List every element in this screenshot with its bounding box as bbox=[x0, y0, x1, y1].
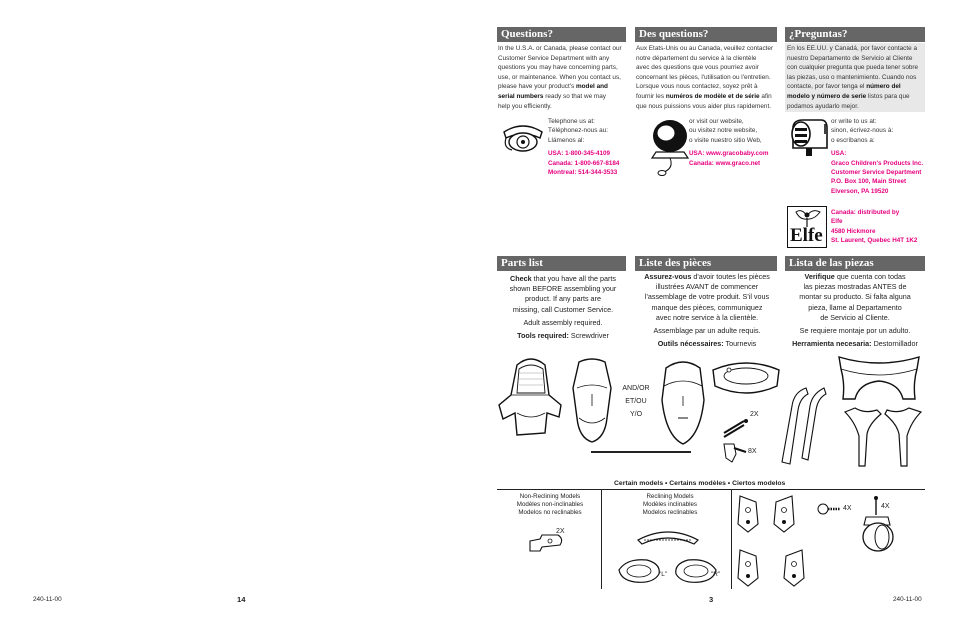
qty-2x-top: 2X bbox=[750, 411, 759, 418]
mailbox-icon bbox=[787, 118, 829, 156]
elfe-logo bbox=[787, 206, 827, 248]
and-or-label: AND/OR ET/OU Y/O bbox=[622, 385, 650, 418]
non-reclining-label: Non-Reclining Models Modèles non-inclinables Modelos no reclinables bbox=[516, 493, 584, 517]
computer-icon bbox=[650, 118, 690, 176]
certain-models-rule bbox=[497, 489, 925, 490]
seat-pad-illustration bbox=[497, 355, 565, 445]
web-contact: or visit our website, ou visitez notre website, o visite nuestro sitio Web, USA: www.gracobaby.com Canada: www.graco.net bbox=[689, 117, 784, 168]
parts-text-fr: Assurez-vous d'avoir toutes les pièces illustrées AVANT de commencer l'assemblage de votre produit. S'il vous manque des pièces, communiquez avec notre service à la clientèle. Assemblage par un adulte requis. Outils nécessaires: Tournevis bbox=[644, 272, 770, 349]
qty-8x: 8X bbox=[748, 448, 757, 455]
questions-text-fr: Aux Etats-Unis ou au Canada, veuillez contacter notre département du service à la clientèle avec des questions que vous pourriez avoir concernant les pièces, l'utilisation ou l'entretien. Lorsque vous nous contactez, soyez prêt à fournir les numéros de modèle et de série afin que nous puissions vous aider plus rapidement. bbox=[636, 45, 774, 110]
divider-1 bbox=[601, 489, 602, 589]
questions-header-en: Questions? bbox=[497, 27, 626, 42]
tray-illustration bbox=[709, 360, 783, 400]
phone-usa[interactable]: USA: 1-800-345-4109 bbox=[548, 150, 610, 158]
recline-knob-left-illustration bbox=[617, 556, 663, 584]
qty-2x-nonrecl: 2X bbox=[556, 528, 565, 535]
recline-knob-right-illustration bbox=[672, 556, 721, 584]
hinge-plate-4-illustration bbox=[782, 548, 806, 588]
questions-text-es: En los EE.UU. y Canadá, por favor contacte a nuestro Departamento de Servicio al Cliente con cualquier pregunta que pueda tener sobre las piezas, uso o mantenimiento. Cuando nos contacte, por favor tenga el número del modelo y número de serie listos para que podamos ayudarlo mejor. bbox=[785, 43, 925, 112]
website-canada-link[interactable]: Canada: www.graco.net bbox=[689, 159, 761, 167]
parts-header-es: Lista de las piezas bbox=[785, 256, 925, 271]
parts-header-fr: Liste des pièces bbox=[635, 256, 777, 271]
hinge-plate-1-illustration bbox=[736, 494, 760, 534]
seat-shell-illustration bbox=[658, 356, 708, 446]
website-usa-link[interactable]: USA: www.gracobaby.com bbox=[689, 150, 769, 158]
mail-contact: or write to us at: sinon, écrivez-nous à: o escríbanos a: USA: Graco Children's Products Inc. Customer Service Department P.O. Box 100, Main Street Elverson, PA 19520 bbox=[831, 118, 924, 195]
questions-header-es: ¿Preguntas? bbox=[785, 27, 925, 42]
certain-models-label: Certain models • Certains modèles • Ciertos modelos bbox=[614, 480, 786, 487]
bracket-2x-illustration bbox=[528, 533, 568, 553]
caster-wheel-illustration bbox=[858, 495, 902, 555]
screw-8x-illustration bbox=[720, 440, 748, 464]
bolt-2x-illustration bbox=[722, 413, 750, 439]
questions-header-fr: Des questions? bbox=[635, 27, 777, 42]
hinge-plate-2-illustration bbox=[772, 494, 796, 534]
phone-contact: Telephone us at: Téléphonez-nous au: Llámenos al: USA: 1-800-345-4109 Canada: 1-800-667-8184 Montreal: 514-344-3533 bbox=[548, 117, 638, 177]
parts-text-en: Check that you have all the parts shown BEFORE assembling your product. If any parts are missing, call Customer Service. Adult assembly required. Tools required: Screwdriver bbox=[509, 274, 617, 341]
left-mark: "L" bbox=[659, 571, 668, 578]
questions-text-en: In the U.S.A. or Canada, please contact our Customer Service Department with any questions you may have concerning parts, use, or maintenance. When you contact us, please have your product's model and serial numbers ready so that we may help you efficiently. bbox=[498, 45, 622, 110]
canada-distributor: Canada: distributed by Elfe 4580 Hickmore St. Laurent, Quebec H4T 1K2 bbox=[831, 209, 918, 245]
recline-handle-illustration bbox=[634, 528, 702, 550]
screw-4x-illustration bbox=[818, 502, 842, 516]
doc-code-right: 240-11-00 bbox=[893, 596, 922, 603]
reclining-label: Reclining Models Modèles inclinables Modelos reclinables bbox=[642, 493, 698, 517]
doc-code-left: 240-11-00 bbox=[33, 596, 62, 603]
base-frame-illustration bbox=[833, 353, 925, 403]
elfe-logo-text: Elfe bbox=[790, 225, 823, 246]
legs-illustration bbox=[843, 404, 925, 470]
parts-text-es: Verifique que cuenta con todas las piezas mostradas ANTES de montar su producto. Si falta alguna pieza, llame al Departamento de Servicio al Cliente. Se requiere montaje por un adulto. Herramienta necesaria: Destornillador bbox=[792, 272, 918, 349]
tray-leg-bars-illustration bbox=[778, 382, 828, 468]
divider-2 bbox=[731, 489, 732, 589]
right-mark: "R" bbox=[711, 571, 721, 578]
telephone-icon bbox=[500, 118, 546, 154]
page-number-right: 3 bbox=[709, 595, 714, 604]
qty-4x-a: 4X bbox=[843, 505, 852, 512]
parts-header-en: Parts list bbox=[497, 256, 626, 271]
page-number-left: 14 bbox=[237, 595, 246, 604]
qty-4x-b: 4X bbox=[881, 503, 890, 510]
phone-canada[interactable]: Canada: 1-800-667-8184 bbox=[548, 159, 620, 167]
phone-montreal[interactable]: Montreal: 514-344-3533 bbox=[548, 169, 618, 177]
rod-illustration bbox=[591, 451, 691, 453]
seat-back-illustration bbox=[567, 358, 617, 444]
hinge-plate-3-illustration bbox=[736, 548, 760, 588]
